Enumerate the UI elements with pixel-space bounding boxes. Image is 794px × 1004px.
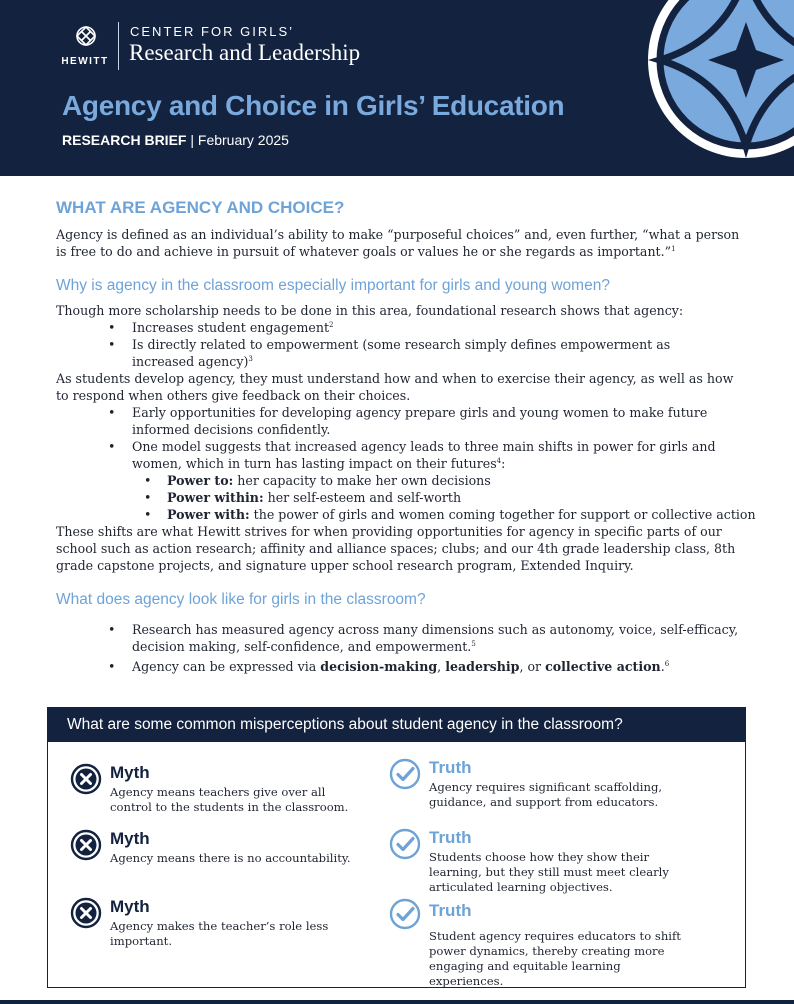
footer-rule	[0, 1000, 794, 1004]
check-circle-icon	[389, 828, 421, 860]
myth-label: Myth	[110, 829, 150, 848]
bold-term: collective action	[545, 659, 661, 674]
footnote-ref: 1	[671, 244, 676, 253]
myth-text: Agency makes the teacher’s role less important.	[110, 919, 329, 948]
x-circle-icon	[70, 763, 102, 795]
definition-paragraph	[56, 226, 746, 260]
power-description: her capacity to make her own decisions	[233, 473, 491, 488]
list-item-text: Is directly related to empowerment (some research simply defines empowerment as increased agency)	[132, 337, 671, 369]
center-name: CENTER FOR GIRLS’	[130, 24, 295, 39]
check-circle-icon	[389, 898, 421, 930]
footnote-ref: 6	[664, 659, 670, 668]
truth-text: Student agency requires educators to shift power dynamics, thereby creating more engaging and equitable learning experiences.	[429, 929, 681, 988]
classroom-bullet-list	[56, 621, 746, 675]
truth-label: Truth	[429, 758, 472, 777]
main-content	[56, 198, 756, 675]
power-term: Power with:	[167, 507, 250, 522]
brief-subtitle	[62, 132, 289, 148]
list-item-colon: :	[501, 456, 506, 471]
footnote-ref: 3	[248, 354, 253, 363]
check-circle-icon	[389, 758, 421, 790]
power-sub-list	[132, 472, 756, 523]
header-banner	[0, 0, 794, 176]
brief-separator: |	[190, 132, 194, 148]
myth-label: Myth	[110, 763, 150, 782]
develop-bullet-list	[56, 404, 756, 523]
brief-label: RESEARCH BRIEF	[62, 132, 187, 148]
power-description: her self-esteem and self-worth	[263, 490, 462, 505]
truth-label: Truth	[429, 828, 472, 847]
list-item	[56, 319, 746, 336]
list-item-text: Agency can be expressed via	[132, 659, 321, 674]
misperceptions-box	[47, 707, 746, 988]
list-item-text: ,	[437, 659, 446, 674]
page-title: Agency and Choice in Girls’ Education	[62, 90, 565, 121]
bold-term: leadership	[445, 659, 520, 674]
myth-text: Agency means there is no accountability.	[110, 851, 351, 865]
truth-text: Students choose how they show their learning, but they still must meet clearly articulated learning objectives.	[429, 850, 669, 894]
why-intro: Though more scholarship needs to be done in this area, foundational research shows that agency:	[56, 303, 684, 318]
x-circle-icon	[70, 829, 102, 861]
list-item	[56, 472, 746, 489]
logo-wordmark: HEWITT	[61, 56, 109, 67]
definition-text: Agency is defined as an individual’s ability to make “purposeful choices” and, even further, “what a person is free to do and achieve in pursuit of whatever goals or values he or she regards as important.”	[56, 227, 740, 259]
list-item	[56, 438, 756, 523]
truth-text: Agency requires significant scaffolding, guidance, and support from educators.	[429, 780, 663, 809]
myth-label: Myth	[110, 897, 150, 916]
list-item	[56, 506, 756, 523]
power-term: Power within:	[167, 490, 264, 505]
decorative-emblem-icon	[646, 0, 794, 160]
footnote-ref: 5	[471, 639, 476, 648]
power-term: Power to:	[167, 473, 234, 488]
why-bullet-list	[56, 319, 746, 370]
misperceptions-heading: What are some common misperceptions about student agency in the classroom?	[48, 708, 745, 742]
section-heading-agency: WHAT ARE AGENCY AND CHOICE?	[56, 198, 345, 217]
list-item	[56, 489, 746, 506]
list-item	[56, 621, 746, 655]
myth-text: Agency means teachers give over all control to the students in the classroom.	[110, 785, 349, 814]
center-subtitle: Research and Leadership	[129, 40, 361, 65]
closing-paragraph: These shifts are what Hewitt strives for when providing opportunities for agency in specific parts of our school such as action research; affinity and alliance spaces; clubs; and our 4th grade leadership class, 8th grade capstone projects, and signature upper school research program, Extended Inquiry.	[56, 524, 736, 573]
list-item	[56, 336, 746, 370]
list-item: • Early opportunities for developing agency prepare girls and young women to make future informed decisions confidently.	[56, 404, 746, 438]
power-description: the power of girls and women coming together for support or collective action	[249, 507, 756, 522]
list-item	[56, 658, 746, 675]
list-item-text: Increases student engagement	[132, 320, 330, 335]
bold-term: decision-making	[320, 659, 438, 674]
develop-paragraph: As students develop agency, they must understand how and when to exercise their agency, as well as how to respond when others give feedback on their choices.	[56, 371, 734, 403]
x-circle-icon	[70, 897, 102, 929]
footnote-ref: 2	[329, 320, 334, 329]
list-item-text: .	[660, 659, 665, 674]
brief-date: February 2025	[197, 132, 289, 148]
list-item-text: One model suggests that increased agency leads to three main shifts in power for girls and women, which in turn has lasting impact on their futures	[132, 439, 716, 471]
section-heading-classroom: What does agency look like for girls in the classroom?	[56, 591, 426, 608]
truth-label: Truth	[429, 901, 472, 920]
footnote-ref: 4	[496, 456, 502, 465]
list-item-text: , or	[519, 659, 546, 674]
logo-divider	[118, 22, 119, 70]
section-heading-why: Why is agency in the classroom especially important for girls and young women?	[56, 277, 610, 294]
list-item-text: Research has measured agency across many dimensions such as autonomy, voice, self-efficacy, decision making, self-confidence, and empowerment.	[132, 622, 739, 654]
